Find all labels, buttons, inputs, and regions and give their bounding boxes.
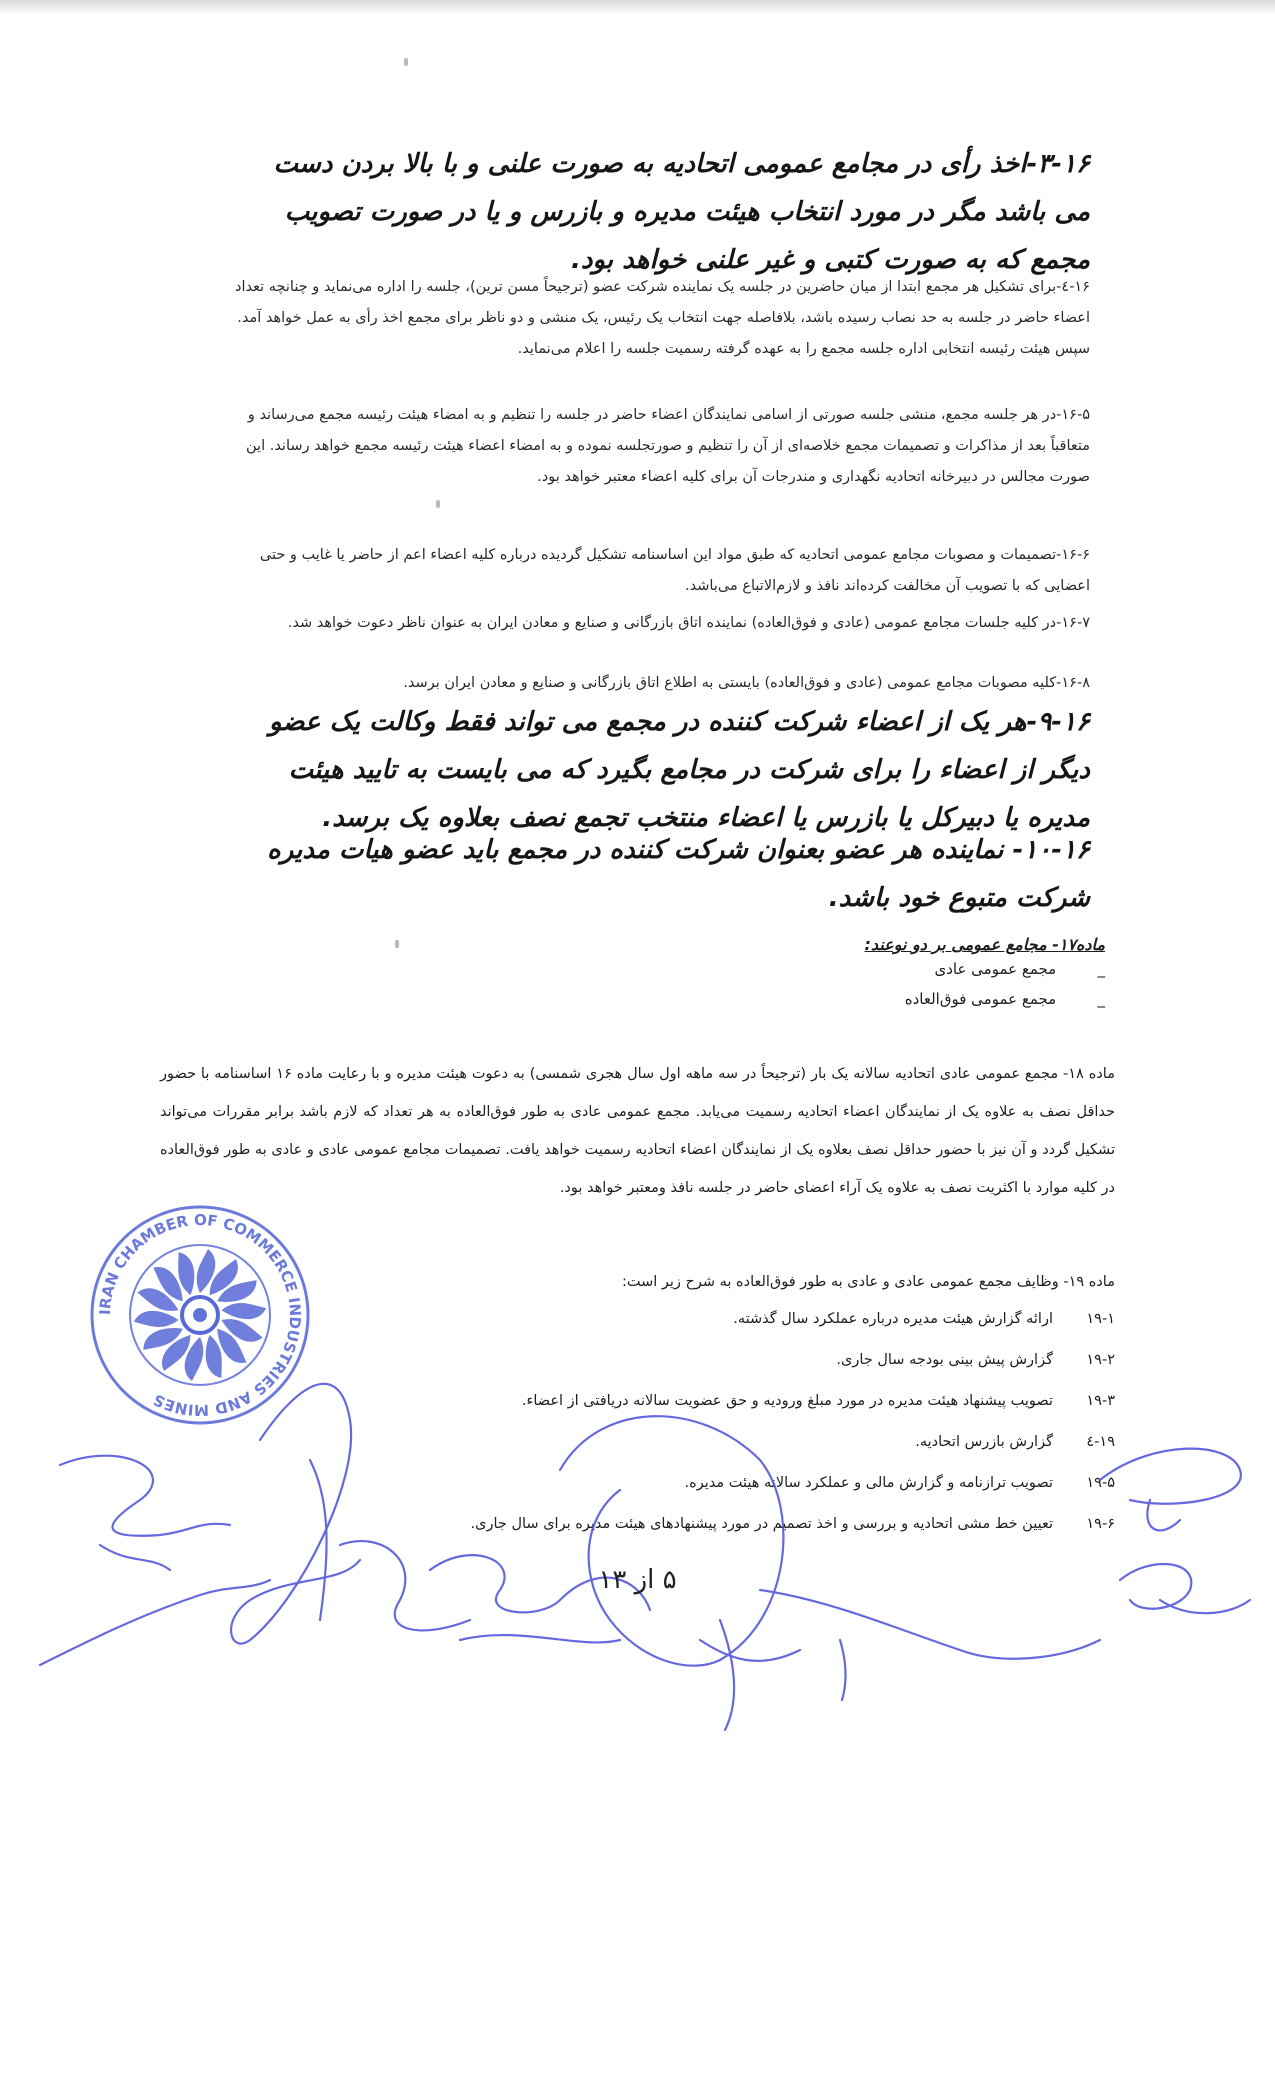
- clause-16-9: ۹-۱۶-هر یک از اعضاء شرکت کننده در مجمع می تواند فقط وکالت یک عضو دیگر از اعضاء را برای شرکت در مجامع بگیرد که می بایست به تایید هیئت مدیره یا دبیرکل یا بازرس یا اعضاء منتخب تجمع نصف بعلاوه یک برسد.: [269, 707, 1090, 833]
- seal-ring-text: IRAN CHAMBER OF COMMERCE INDUSTRIES AND MINES: [95, 1210, 305, 1420]
- clause-16-5: ۱۶-۵-در هر جلسه مجمع، منشی جلسه صورتی از اسامی نمایندگان اعضاء حاضر در جلسه را تنظیم و به امضاء هیئت رئیسه مجمع می‌رساند و متعاقباً بعد از مذاکرات و تصمیمات مجمع خلاصه‌ای از آن را تنظیم و صورتجلسه نموده و به امضاء اعضاء هیئت رئیسه مجمع خواهد رساند. این صورت مجالس در دبیرخانه اتحادیه نگهداری و مندرجات آن برای کلیه اعضاء معتبر خواهد بود.: [246, 407, 1090, 485]
- clause-16-8: ۱۶-۸-کلیه مصوبات مجامع عمومی (عادی و فوق‌العاده) بایستی به اطلاع اتاق بازرگانی و صنایع و معادن ایران برسد.: [403, 675, 1090, 691]
- clause-16-7: ۱۶-۷-در کلیه جلسات مجامع عمومی (عادی و فوق‌العاده) نماینده اتاق بازرگانی و صنایع و معادن ایران به عنوان ناظر دعوت خواهد شد.: [287, 615, 1090, 631]
- article-18: ماده ۱۸- مجمع عمومی عادی اتحادیه سالانه یک بار (ترجیحاً در سه ماهه اول سال هجری شمسی) به دعوت هیئت مدیره و با رعایت ماده ۱۶ اساسنامه با حضور حداقل نصف به علاوه یک از نمایندگان اعضاء اتحادیه رسمیت می‌یابد. مجمع عمومی عادی به طور فوق‌العاده به هر تعداد که لازم باشد برابر مقررات می‌تواند تشکیل گردد و آن نیز با حضور حداقل نصف بعلاوه یک از نمایندگان اعضاء اتحادیه رسمیت خواهد یافت. تصمیمات مجامع عمومی عادی و عادی به طور فوق‌العاده در کلیه موارد با اکثریت نصف به علاوه یک آراء اعضای حاضر در جلسه نافذ ومعتبر خواهد بود.: [160, 1066, 1115, 1196]
- chamber-seal-icon: [92, 1207, 308, 1423]
- signature-icon: [40, 1384, 1250, 1730]
- list-item: ۱۹-۵تصویب ترازنامه و گزارش مالی و عملکرد سالانه هیئت مدیره.: [684, 1475, 1115, 1491]
- bullet: _: [1097, 990, 1105, 1008]
- clause-16-6: ۱۶-۶-تصمیمات و مصوبات مجامع عمومی اتحادیه که طبق مواد این اساسنامه تشکیل گردیده درباره کلیه اعضاء اعم از حاضر یا غایب و حتی اعضایی که با تصویب آن مخالفت کرده‌اند نافذ و لازم‌الاتباع می‌باشد.: [259, 547, 1090, 594]
- article-17-item: _ مجمع عمومی فوق‌العاده: [605, 984, 1105, 1014]
- bullet: _: [1097, 960, 1105, 978]
- list-item: ۱۹-۲گزارش پیش بینی بودجه سال جاری.: [836, 1352, 1115, 1368]
- clause-16-4: ۱۶-٤-برای تشکیل هر مجمع ابتدا از میان حاضرین در جلسه یک نماینده شرکت عضو (ترجیحاً مسن ترین)، جلسه را اداره می‌نماید و چنانچه تعداد اعضاء حاضر در جلسه به حد نصاب رسیده باشد، بلافاصله جهت انتخاب یک رئیس، یک منشی و دو ناظر برای مجمع اخذ رأی به عمل خواهد آمد. سپس هیئت رئیسه انتخابی اداره جلسه مجمع را به عهده گرفته رسمیت جلسه را اعلام می‌نماید.: [235, 279, 1090, 357]
- article-19-heading: ماده ۱۹- وظایف مجمع عمومی عادی و عادی به طور فوق‌العاده به شرح زیر است:: [621, 1274, 1115, 1290]
- list-item: ۱۹-٤گزارش بازرس اتحادیه.: [915, 1434, 1115, 1450]
- article-17-title: ماده۱۷- مجامع عمومی بر دو نوعند:: [864, 935, 1105, 954]
- clause-16-3: ۳-۱۶-اخذ رأی در مجامع عمومی اتحادیه به صورت علنی و با بالا بردن دست می باشد مگر در مورد انتخاب هیئت مدیره و بازرس و یا در صورت تصویب مجمع که به صورت کتبی و غیر علنی خواهد بود.: [273, 149, 1090, 275]
- article-17-item: _ مجمع عمومی عادی: [605, 954, 1105, 984]
- page-number: ۵ از ۱۳: [598, 1565, 677, 1595]
- clause-16-10: ۱۰-۱۶- نماینده هر عضو بعنوان شرکت کننده در مجمع باید عضو هیات مدیره شرکت متبوع خود باشد.: [267, 835, 1090, 913]
- list-item: ۱۹-۱ارائه گزارش هیئت مدیره درباره عملکرد سال گذشته.: [733, 1311, 1115, 1327]
- list-item: ۱۹-۳تصویب پیشنهاد هیئت مدیره در مورد مبلغ ورودیه و حق عضویت سالانه دریافتی از اعضاء.: [521, 1393, 1115, 1409]
- list-item: ۱۹-۶تعیین خط مشی اتحادیه و بررسی و اخذ تصمیم در مورد پیشنهادهای هیئت مدیره برای سال جاری.: [470, 1516, 1115, 1532]
